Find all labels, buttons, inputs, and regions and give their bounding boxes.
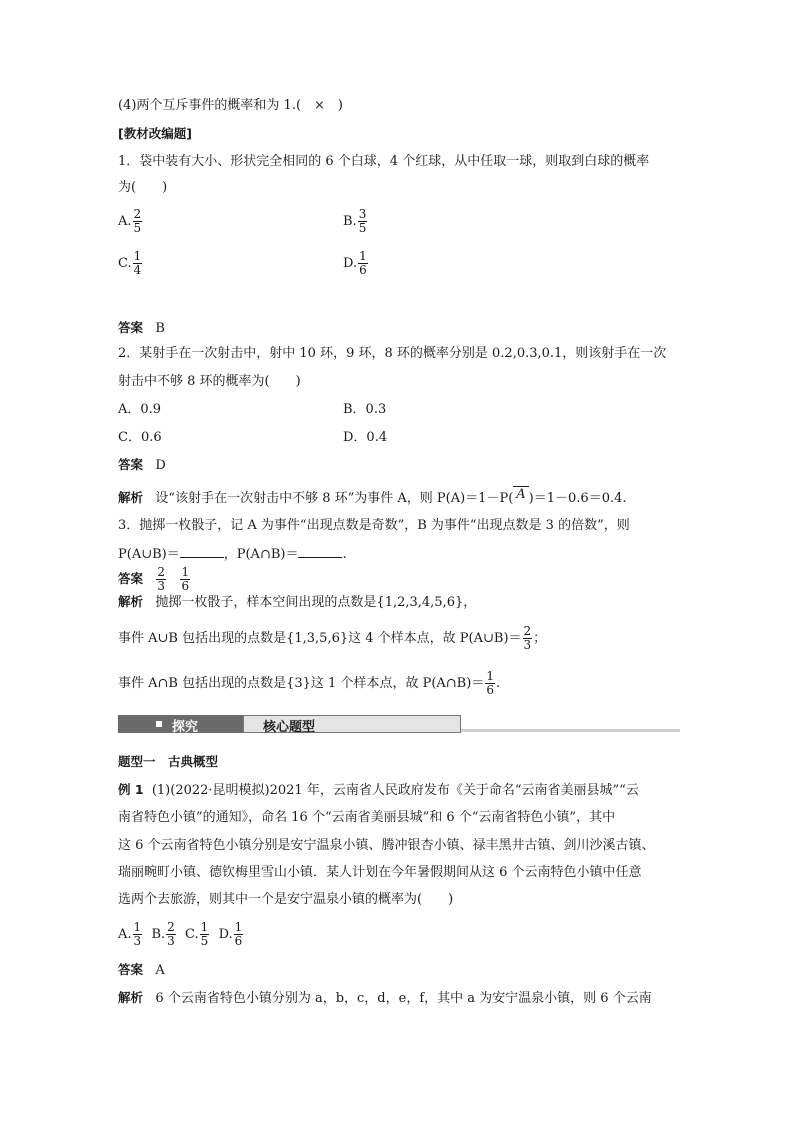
- section-banner: [118, 715, 680, 733]
- banner-label-explore: 探究: [172, 720, 199, 735]
- problem-2-analysis: 解析 设“该射手在一次射击中不够 8 环”为事件 A，则 P(A)＝1－P( A )＝1－0.6＝0.4.: [118, 487, 627, 506]
- option-d: D．0.4: [343, 430, 388, 445]
- option-b: B. $\frac{3}{5}$: [343, 207, 367, 235]
- example-1-text-4: 瑞丽畹町小镇、德钦梅里雪山小镇．某人计划在今年暑假期间从这 6 个云南特色小镇中任意: [118, 865, 642, 880]
- problem-1-answer: 答案 B: [118, 320, 165, 336]
- statement-4: (4)两个互斥事件的概率和为 1.( × ): [118, 98, 343, 113]
- option-b: B．0.3: [343, 402, 387, 417]
- option-d: D. $\frac{1}{6}$: [343, 249, 367, 277]
- problem-2-text-cont: 射击中不够 8 环的概率为( ): [118, 374, 301, 389]
- example-1-options: A. $\frac{1}{3}$ B. $\frac{2}{3}$ C. $\frac{1}{5}$ D. $\frac{1}{6}$: [118, 920, 243, 948]
- problem-2-text: 2．某射手在一次射击中，射中 10 环，9 环，8 环的概率分别是 0.2,0.3,0.1，则该射手在一次: [118, 346, 667, 361]
- problem-2-answer: 答案 D: [118, 457, 166, 473]
- banner-label-core-types: 核心题型: [263, 720, 316, 735]
- example-1-text-3: 这 6 个云南省特色小镇分别是安宁温泉小镇、腾冲银杏小镇、禄丰黑井古镇、剑川沙溪古镇、: [118, 838, 655, 853]
- example-1-analysis: 解析 6 个云南省特色小镇分别为 a，b，c，d，e，f，其中 a 为安宁温泉小镇，则 6 个云南: [118, 990, 652, 1006]
- example-1-text: 例 1 (1)(2022·昆明模拟)2021 年，云南省人民政府发布《关于命名“云南省美丽县城”“云: [118, 782, 639, 798]
- problem-1-text-cont: 为( ): [118, 180, 168, 195]
- option-c: C. $\frac{1}{4}$: [118, 249, 142, 277]
- example-1-text-2: 南省特色小镇”的通知》，命名 16 个“云南省美丽县城”和 6 个“云南省特色小镇”，其中: [118, 810, 616, 825]
- option-a: A．0.9: [118, 402, 162, 417]
- problem-1-text: 1．袋中装有大小、形状完全相同的 6 个白球，4 个红球，从中任取一球，则取到白球的概率: [118, 154, 650, 169]
- banner-rule: [461, 729, 680, 732]
- answer-blank-2: [298, 545, 342, 558]
- problem-3-text: 3．抛掷一枚骰子，记 A 为事件“出现点数是奇数”，B 为事件“出现点数是 3 的倍数”，则: [118, 518, 630, 533]
- square-bullet-icon: [156, 721, 162, 727]
- option-a: A. $\frac{2}{5}$: [118, 207, 142, 235]
- problem-3-analysis-intersection: 事件 A∩B 包括出现的点数是{3}这 1 个样本点，故 P(A∩B)＝ $\frac{1}{6}$ .: [118, 669, 501, 697]
- problem-3-analysis-union: 事件 A∪B 包括出现的点数是{1,3,5,6}这 4 个样本点，故 P(A∪B)＝ $\frac{2}{3}$ ；: [118, 624, 547, 652]
- option-c: C．0.6: [118, 430, 162, 445]
- problem-3-analysis: 解析 抛掷一枚骰子，样本空间出现的点数是{1,2,3,4,5,6}，: [118, 594, 477, 610]
- problem-3-blanks: P(A∪B)＝ ，P(A∩B)＝ .: [118, 547, 347, 562]
- type-1-heading: 题型一 古典概型: [118, 754, 219, 769]
- answer-blank-1: [180, 545, 224, 558]
- example-1-answer: 答案 A: [118, 962, 165, 978]
- problem-3-answer: 答案 $\frac{2}{3}$ $\frac{1}{6}$: [118, 565, 190, 593]
- section-heading-textbook: [教材改编题]: [118, 126, 192, 141]
- example-1-text-5: 选两个去旅游，则其中一个是安宁温泉小镇的概率为( ): [118, 892, 454, 907]
